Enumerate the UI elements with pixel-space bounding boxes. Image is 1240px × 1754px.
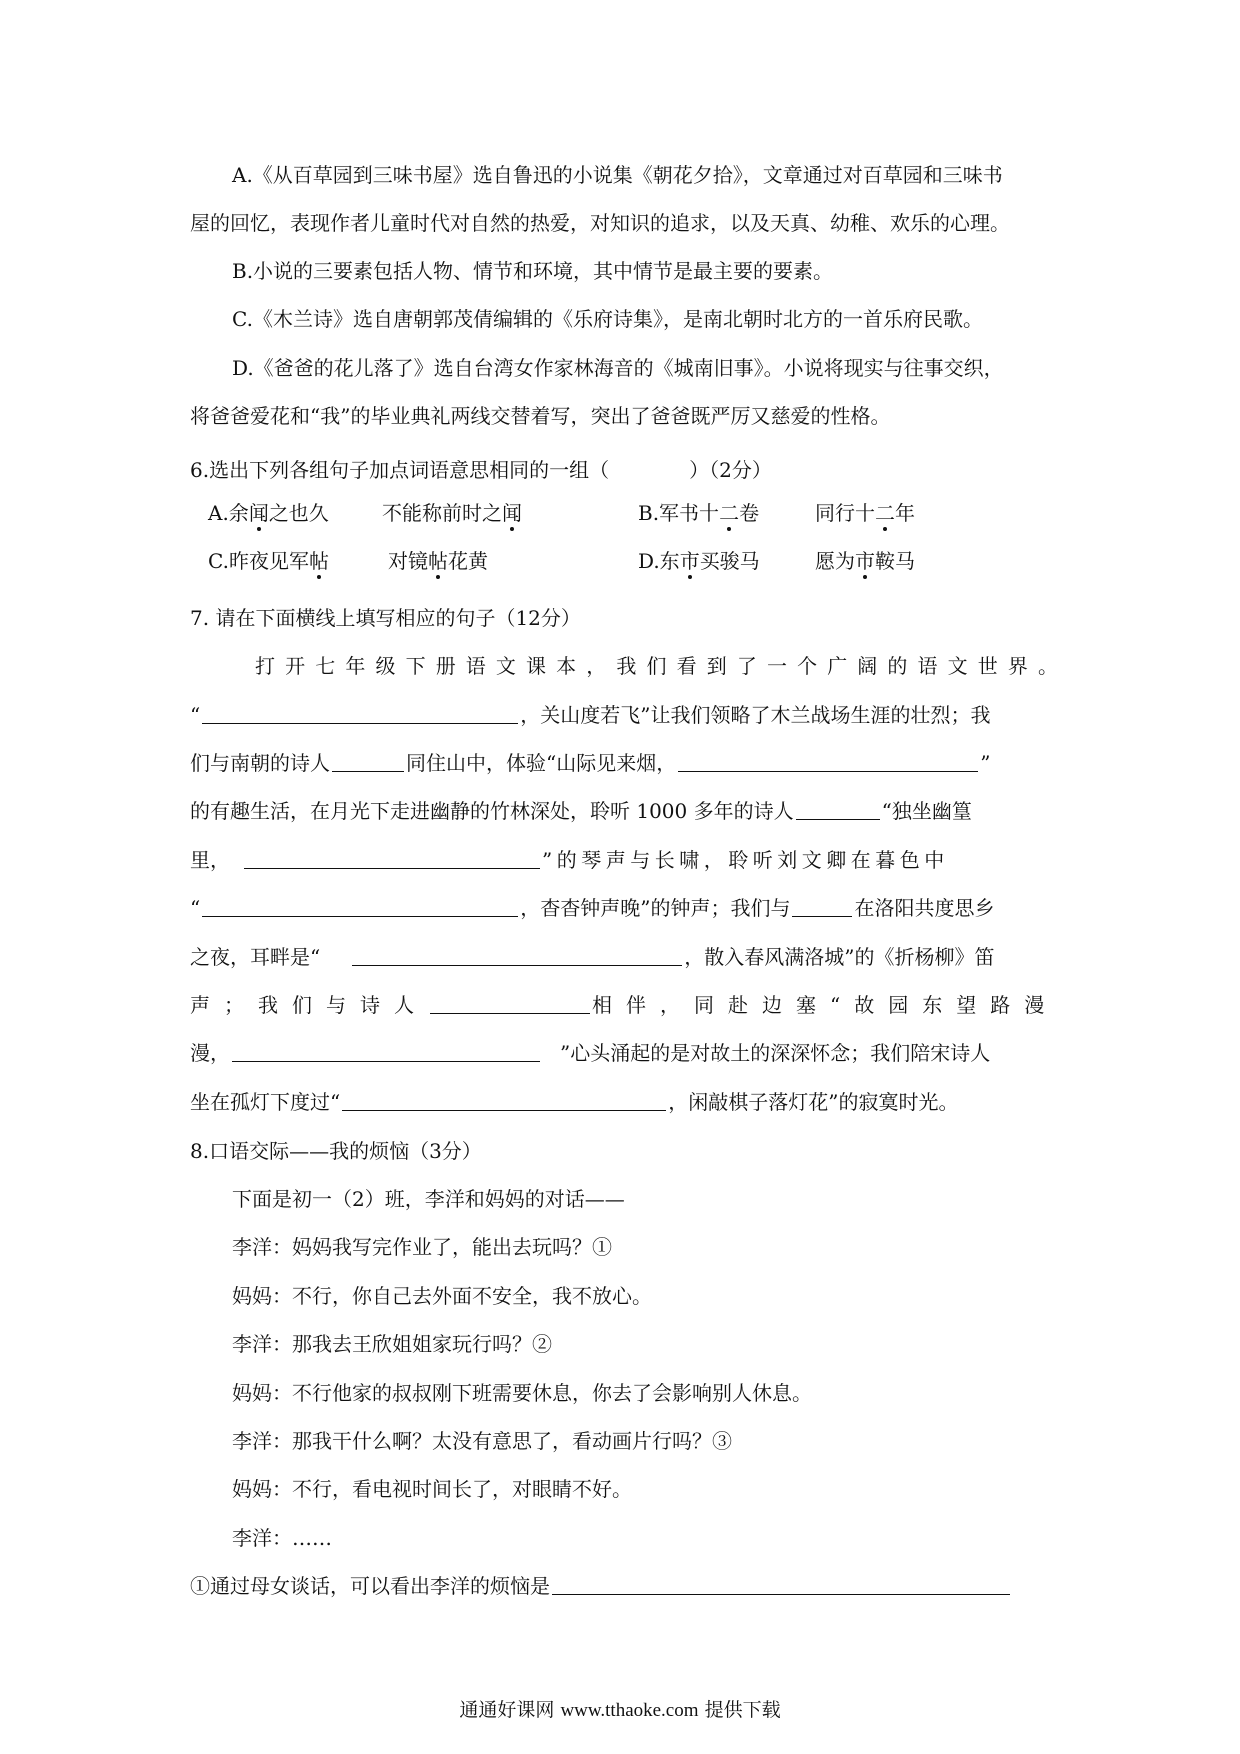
q6-option-d2: 愿为市鞍马 xyxy=(815,549,915,573)
q8-dialogue-7: 李洋：…… xyxy=(232,1526,332,1550)
q5-option-a-line2: 屋的回忆，表现作者儿童时代对自然的热爱，对知识的追求，以及天真、幼稚、欢乐的心理。 xyxy=(190,211,1010,235)
q6-option-d1: D.东市买骏马 xyxy=(638,549,760,573)
q8-dialogue-3: 李洋：那我去王欣姐姐家玩行吗？② xyxy=(232,1332,552,1356)
dot-mark: 帖 xyxy=(308,549,329,573)
q7-line4: 的有趣生活，在月光下走进幽静的竹林深处，聆听 1000 多年的诗人 “独坐幽篁 xyxy=(190,799,972,823)
q7-line7: 之夜，耳畔是“ ，散入春风满洛城”的《折杨柳》笛 xyxy=(190,945,995,969)
q8-sub1: ①通过母女谈话，可以看出李洋的烦恼是 xyxy=(190,1571,1060,1601)
q6-option-b1: B.军书十二卷 xyxy=(638,501,760,525)
q6-option-c1: C.昨夜见军帖 xyxy=(208,549,329,573)
fill-blank-poet-1[interactable] xyxy=(332,749,404,772)
dot-mark: 二 xyxy=(719,501,740,525)
dot-mark: 市 xyxy=(679,549,700,573)
q6-stem: 6.选出下列各组句子加点词语意思相同的一组（ ）（2分） xyxy=(190,458,772,482)
q7-line9: 漫， ”心头涌起的是对故土的深深怀念；我们陪宋诗人 xyxy=(190,1041,991,1065)
q5-option-b: B.小说的三要素包括人物、情节和环境，其中情节是最主要的要素。 xyxy=(232,259,834,283)
q7-paragraph-line1: 打开七年级下册语文课本，我们看到了一个广阔的语文世界。 xyxy=(255,654,1060,678)
fill-blank-poet-4[interactable] xyxy=(430,991,590,1014)
fill-blank-poet-3[interactable] xyxy=(792,894,852,917)
fill-blank-5[interactable] xyxy=(352,943,682,966)
dot-mark: 闻 xyxy=(502,501,522,525)
dot-mark: 二 xyxy=(875,501,895,525)
q7-line8: 声；我们与诗人 相伴，同赴边塞“故园东望路漫 xyxy=(190,993,1059,1017)
q6-option-a2: 不能称前时之闻 xyxy=(382,501,522,525)
q7-line10: 坐在孤灯下度过“ ，闲敲棋子落灯花”的寂寞时光。 xyxy=(190,1090,959,1114)
footer-url[interactable]: www.tthaoke.com xyxy=(560,1700,699,1721)
q8-dialogue-6: 妈妈：不行，看电视时间长了，对眼睛不好。 xyxy=(232,1477,632,1501)
fill-blank-q8-1[interactable] xyxy=(552,1572,1010,1595)
dot-mark: 闻 xyxy=(248,501,269,525)
q8-dialogue-4: 妈妈：不行他家的叔叔刚下班需要休息，你去了会影响别人休息。 xyxy=(232,1381,812,1405)
fill-blank-4[interactable] xyxy=(202,894,518,917)
fill-blank-2[interactable] xyxy=(678,749,978,772)
page-footer xyxy=(0,1696,1240,1725)
fill-blank-1[interactable] xyxy=(202,701,518,724)
dot-mark: 帖 xyxy=(428,549,448,573)
q8-dialogue-1: 李洋：妈妈我写完作业了，能出去玩吗？① xyxy=(232,1235,612,1259)
q5-option-d-line2: 将爸爸爱花和“我”的毕业典礼两线交替着写，突出了爸爸既严厉又慈爱的性格。 xyxy=(190,404,891,428)
dot-mark: 市 xyxy=(855,549,875,573)
q7-line3: 们与南朝的诗人 同住山中，体验“山际见来烟， ” xyxy=(190,751,991,775)
q7-line2: “ ，关山度若飞”让我们领略了木兰战场生涯的壮烈；我 xyxy=(190,703,991,727)
fill-blank-3[interactable] xyxy=(244,846,540,869)
q6-option-b2: 同行十二年 xyxy=(815,501,915,525)
q6-option-a1: A.余闻之也久 xyxy=(208,501,329,525)
fill-blank-poet-2[interactable] xyxy=(796,797,880,820)
footer-site: 通通好课网 xyxy=(459,1699,555,1721)
q7-line6: “ ，杳杳钟声晚”的钟声；我们与 在洛阳共度思乡 xyxy=(190,896,995,920)
q8-dialogue-5: 李洋：那我干什么啊？太没有意思了，看动画片行吗？③ xyxy=(232,1429,732,1453)
fill-blank-6[interactable] xyxy=(232,1039,540,1062)
q5-option-d-line1: D.《爸爸的花儿落了》选自台湾女作家林海音的《城南旧事》。小说将现实与往事交织， xyxy=(232,356,1004,380)
q7-line5: 里， ”的琴声与长啸，聆听刘文卿在暮色中 xyxy=(190,848,949,872)
fill-blank-7[interactable] xyxy=(342,1088,666,1111)
q6-option-c2: 对镜帖花黄 xyxy=(388,549,488,573)
q8-intro: 下面是初一（2）班，李洋和妈妈的对话—— xyxy=(232,1187,625,1211)
q7-stem: 7. 请在下面横线上填写相应的句子（12分） xyxy=(190,606,581,630)
q8-dialogue-2: 妈妈：不行，你自己去外面不安全，我不放心。 xyxy=(232,1284,652,1308)
footer-tail: 提供下载 xyxy=(704,1699,781,1721)
q5-option-c: C.《木兰诗》选自唐朝郭茂倩编辑的《乐府诗集》，是南北朝时北方的一首乐府民歌。 xyxy=(232,307,983,331)
q8-stem: 8.口语交际——我的烦恼（3分） xyxy=(190,1139,482,1163)
q5-option-a-line1: A.《从百草园到三味书屋》选自鲁迅的小说集《朝花夕拾》，文章通过对百草园和三味书 xyxy=(232,163,1003,187)
